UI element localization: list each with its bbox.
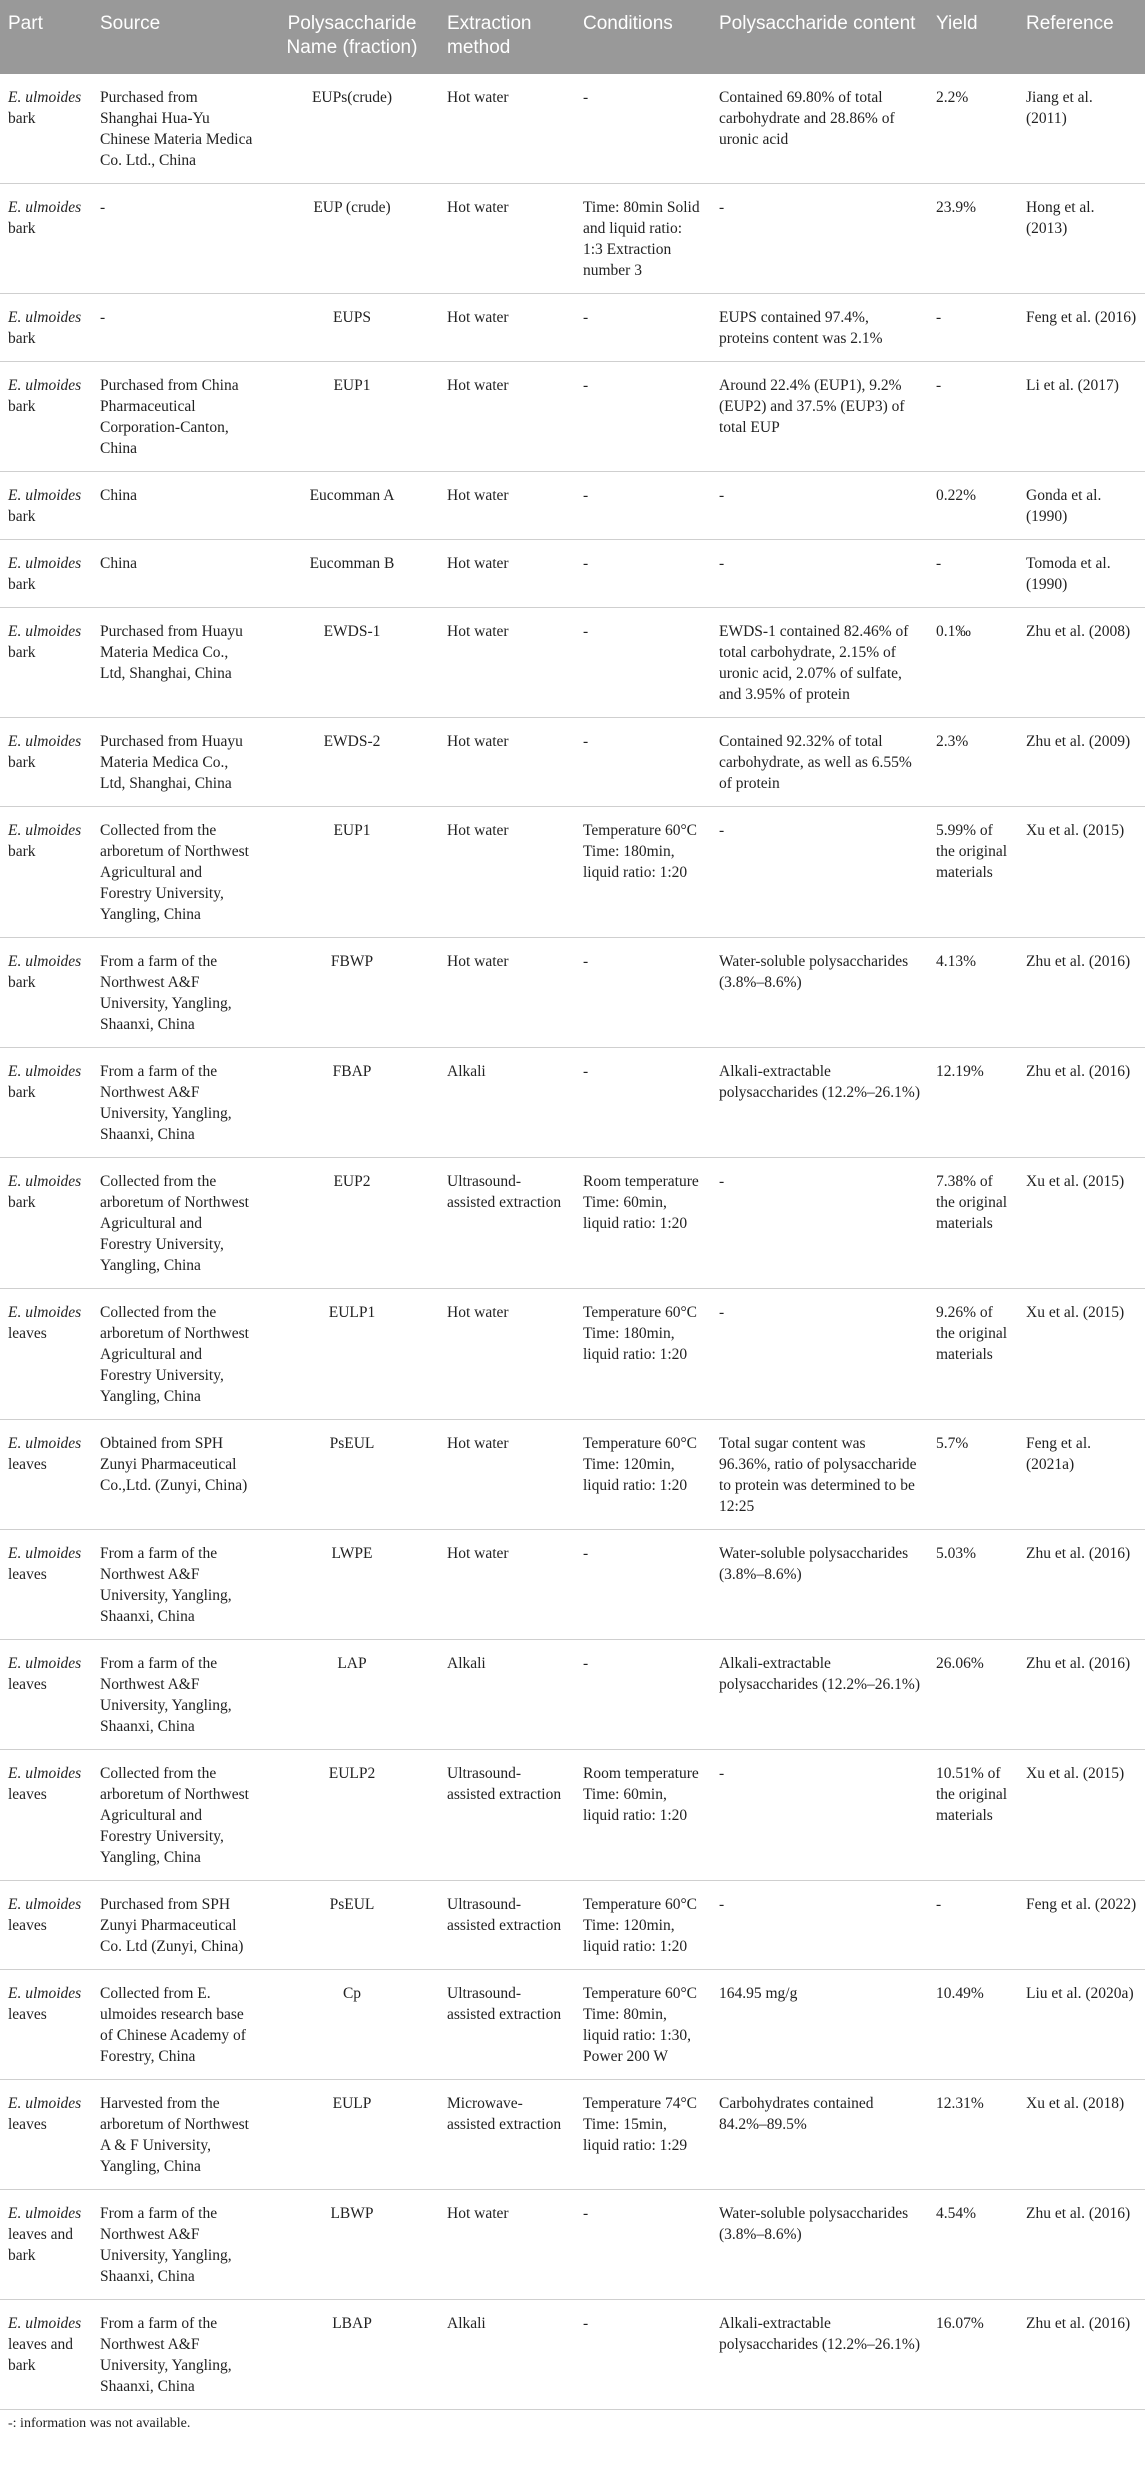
cell-part-organ: bark [8, 110, 36, 127]
cell-conditions: - [575, 1530, 711, 1640]
cell-part [0, 718, 92, 807]
cell-conditions: - [575, 718, 711, 807]
cell-part-genus: E. ulmoides [8, 1655, 82, 1672]
cell-part-organ: bark [8, 974, 36, 991]
cell-polysaccharide-name: EUPS [265, 294, 439, 362]
cell-part-organ: bark [8, 576, 36, 593]
cell-polysaccharide-name: Cp [265, 1970, 439, 2080]
cell-extraction-method: Hot water [439, 938, 575, 1048]
cell-yield: 2.3% [928, 718, 1018, 807]
cell-yield: - [928, 294, 1018, 362]
header-polysaccharide-name: Polysaccharide Name (fraction) [265, 0, 439, 74]
cell-polysaccharide-name: EWDS-1 [265, 608, 439, 718]
cell-part-organ: bark [8, 330, 36, 347]
cell-extraction-method: Ultrasound-assisted extraction [439, 1750, 575, 1881]
table-row [0, 294, 1145, 362]
cell-polysaccharide-name: PsEUL [265, 1420, 439, 1530]
cell-polysaccharide-content: Water-soluble polysaccharides (3.8%–8.6%) [711, 2190, 928, 2300]
table-row [0, 2300, 1145, 2410]
cell-polysaccharide-name: Eucomman A [265, 472, 439, 540]
cell-polysaccharide-content: Carbohydrates contained 84.2%–89.5% [711, 2080, 928, 2190]
cell-source: From a farm of the Northwest A&F University, Yangling, Shaanxi, China [92, 2300, 265, 2410]
table-row [0, 362, 1145, 472]
cell-part-organ: bark [8, 508, 36, 525]
cell-part [0, 807, 92, 938]
cell-reference: Xu et al. (2015) [1018, 807, 1145, 938]
cell-polysaccharide-name: PsEUL [265, 1881, 439, 1970]
cell-polysaccharide-content: - [711, 540, 928, 608]
cell-part [0, 1420, 92, 1530]
cell-part [0, 2300, 92, 2410]
cell-reference: Zhu et al. (2016) [1018, 2190, 1145, 2300]
cell-polysaccharide-name: EUP1 [265, 362, 439, 472]
cell-part-genus: E. ulmoides [8, 1985, 82, 2002]
cell-extraction-method: Hot water [439, 362, 575, 472]
table-row [0, 1289, 1145, 1420]
cell-extraction-method: Microwave-assisted extraction [439, 2080, 575, 2190]
cell-source: Purchased from SPH Zunyi Pharmaceutical Co. Ltd (Zunyi, China) [92, 1881, 265, 1970]
cell-part [0, 472, 92, 540]
cell-extraction-method: Hot water [439, 718, 575, 807]
cell-source: Collected from the arboretum of Northwest Agricultural and Forestry University, Yangling, China [92, 1750, 265, 1881]
table-row [0, 718, 1145, 807]
cell-polysaccharide-name: LWPE [265, 1530, 439, 1640]
cell-polysaccharide-name: EUP2 [265, 1158, 439, 1289]
cell-extraction-method: Hot water [439, 2190, 575, 2300]
cell-extraction-method: Hot water [439, 608, 575, 718]
cell-reference: Xu et al. (2015) [1018, 1750, 1145, 1881]
cell-polysaccharide-content: Alkali-extractable polysaccharides (12.2%–26.1%) [711, 2300, 928, 2410]
cell-part-organ: leaves [8, 1786, 47, 1803]
cell-conditions: Temperature 74°C Time: 15min, liquid ratio: 1:29 [575, 2080, 711, 2190]
cell-source: Collected from E. ulmoides research base of Chinese Academy of Forestry, China [92, 1970, 265, 2080]
cell-reference: Zhu et al. (2016) [1018, 1640, 1145, 1750]
cell-part [0, 938, 92, 1048]
cell-polysaccharide-name: FBWP [265, 938, 439, 1048]
cell-reference: Feng et al. (2022) [1018, 1881, 1145, 1970]
cell-source: Collected from the arboretum of Northwest Agricultural and Forestry University, Yangling, China [92, 1158, 265, 1289]
cell-part [0, 608, 92, 718]
cell-yield: 9.26% of the original materials [928, 1289, 1018, 1420]
cell-reference: Zhu et al. (2009) [1018, 718, 1145, 807]
cell-reference: Xu et al. (2015) [1018, 1158, 1145, 1289]
cell-part-genus: E. ulmoides [8, 555, 82, 572]
cell-yield: 4.54% [928, 2190, 1018, 2300]
table-row [0, 1970, 1145, 2080]
cell-reference: Zhu et al. (2016) [1018, 1530, 1145, 1640]
cell-part-organ: bark [8, 220, 36, 237]
cell-yield: 0.1‰ [928, 608, 1018, 718]
table-row [0, 1420, 1145, 1530]
cell-conditions: - [575, 608, 711, 718]
header-extraction-method: Extraction method [439, 0, 575, 74]
cell-polysaccharide-name: EUPs(crude) [265, 74, 439, 184]
table-footnote: -: information was not available. [8, 2416, 191, 2431]
cell-extraction-method: Hot water [439, 1289, 575, 1420]
table-row [0, 1048, 1145, 1158]
cell-part-genus: E. ulmoides [8, 1896, 82, 1913]
cell-part-organ: leaves [8, 2116, 47, 2133]
cell-conditions: - [575, 938, 711, 1048]
cell-extraction-method: Hot water [439, 807, 575, 938]
cell-reference: Jiang et al. (2011) [1018, 74, 1145, 184]
header-part: Part [0, 0, 92, 74]
cell-part [0, 1158, 92, 1289]
cell-yield: 10.49% [928, 1970, 1018, 2080]
table-body [0, 74, 1145, 2410]
cell-part-genus: E. ulmoides [8, 822, 82, 839]
cell-extraction-method: Ultrasound-assisted extraction [439, 1970, 575, 2080]
cell-source: From a farm of the Northwest A&F University, Yangling, Shaanxi, China [92, 1640, 265, 1750]
cell-conditions: Temperature 60°C Time: 80min, liquid ratio: 1:30, Power 200 W [575, 1970, 711, 2080]
cell-reference: Liu et al. (2020a) [1018, 1970, 1145, 2080]
cell-part-organ: leaves [8, 2006, 47, 2023]
cell-conditions: - [575, 472, 711, 540]
cell-polysaccharide-name: EUP (crude) [265, 184, 439, 294]
table-row [0, 1750, 1145, 1881]
cell-part-genus: E. ulmoides [8, 309, 82, 326]
cell-polysaccharide-content: - [711, 807, 928, 938]
cell-source: From a farm of the Northwest A&F University, Yangling, Shaanxi, China [92, 2190, 265, 2300]
cell-conditions: - [575, 1048, 711, 1158]
cell-polysaccharide-name: FBAP [265, 1048, 439, 1158]
cell-source: Purchased from Huayu Materia Medica Co., Ltd, Shanghai, China [92, 608, 265, 718]
cell-polysaccharide-content: Around 22.4% (EUP1), 9.2% (EUP2) and 37.5% (EUP3) of total EUP [711, 362, 928, 472]
cell-reference: Zhu et al. (2008) [1018, 608, 1145, 718]
cell-source: - [92, 294, 265, 362]
cell-source: Collected from the arboretum of Northwest Agricultural and Forestry University, Yangling, China [92, 807, 265, 938]
table-row [0, 472, 1145, 540]
cell-reference: Feng et al. (2021a) [1018, 1420, 1145, 1530]
cell-extraction-method: Hot water [439, 540, 575, 608]
cell-part-genus: E. ulmoides [8, 2205, 82, 2222]
cell-part [0, 2080, 92, 2190]
cell-part [0, 74, 92, 184]
cell-part-genus: E. ulmoides [8, 1304, 82, 1321]
table-row [0, 1640, 1145, 1750]
header-yield: Yield [928, 0, 1018, 74]
cell-extraction-method: Hot water [439, 184, 575, 294]
cell-part [0, 1970, 92, 2080]
cell-yield: 5.7% [928, 1420, 1018, 1530]
cell-source: From a farm of the Northwest A&F University, Yangling, Shaanxi, China [92, 1530, 265, 1640]
cell-source: From a farm of the Northwest A&F University, Yangling, Shaanxi, China [92, 938, 265, 1048]
cell-polysaccharide-name: LAP [265, 1640, 439, 1750]
header-source: Source [92, 0, 265, 74]
cell-extraction-method: Hot water [439, 74, 575, 184]
cell-polysaccharide-content: EUPS contained 97.4%, proteins content was 2.1% [711, 294, 928, 362]
cell-conditions: Temperature 60°C Time: 120min, liquid ratio: 1:20 [575, 1420, 711, 1530]
cell-conditions: Time: 80min Solid and liquid ratio: 1:3 Extraction number 3 [575, 184, 711, 294]
cell-source: - [92, 184, 265, 294]
cell-part-genus: E. ulmoides [8, 487, 82, 504]
cell-source: Purchased from Huayu Materia Medica Co., Ltd, Shanghai, China [92, 718, 265, 807]
cell-conditions: - [575, 2190, 711, 2300]
cell-part-genus: E. ulmoides [8, 1173, 82, 1190]
cell-part-organ: bark [8, 644, 36, 661]
header-polysaccharide-content: Polysaccharide content [711, 0, 928, 74]
cell-extraction-method: Ultrasound-assisted extraction [439, 1158, 575, 1289]
cell-reference: Xu et al. (2018) [1018, 2080, 1145, 2190]
cell-reference: Zhu et al. (2016) [1018, 2300, 1145, 2410]
cell-yield: 7.38% of the original materials [928, 1158, 1018, 1289]
cell-yield: 26.06% [928, 1640, 1018, 1750]
cell-reference: Tomoda et al. (1990) [1018, 540, 1145, 608]
table-row [0, 807, 1145, 938]
cell-polysaccharide-content: - [711, 1158, 928, 1289]
cell-part [0, 1530, 92, 1640]
cell-part-genus: E. ulmoides [8, 1765, 82, 1782]
cell-polysaccharide-content: Alkali-extractable polysaccharides (12.2%–26.1%) [711, 1048, 928, 1158]
cell-yield: 23.9% [928, 184, 1018, 294]
cell-conditions: Room temperature Time: 60min, liquid ratio: 1:20 [575, 1158, 711, 1289]
cell-part-genus: E. ulmoides [8, 733, 82, 750]
cell-source: Harvested from the arboretum of Northwest A & F University, Yangling, China [92, 2080, 265, 2190]
header-reference: Reference [1018, 0, 1145, 74]
cell-part [0, 362, 92, 472]
cell-extraction-method: Alkali [439, 1640, 575, 1750]
cell-polysaccharide-name: Eucomman B [265, 540, 439, 608]
table-row [0, 540, 1145, 608]
cell-part [0, 1750, 92, 1881]
cell-part [0, 2190, 92, 2300]
cell-part-genus: E. ulmoides [8, 1063, 82, 1080]
cell-yield: 16.07% [928, 2300, 1018, 2410]
table-row [0, 1158, 1145, 1289]
cell-source: China [92, 472, 265, 540]
cell-part-genus: E. ulmoides [8, 377, 82, 394]
cell-yield: - [928, 362, 1018, 472]
cell-part-organ: leaves [8, 1456, 47, 1473]
cell-yield: 0.22% [928, 472, 1018, 540]
cell-part-organ: bark [8, 1084, 36, 1101]
cell-part [0, 1289, 92, 1420]
cell-polysaccharide-content: Alkali-extractable polysaccharides (12.2%–26.1%) [711, 1640, 928, 1750]
cell-yield: 5.03% [928, 1530, 1018, 1640]
cell-part-organ: leaves [8, 1325, 47, 1342]
cell-yield: 2.2% [928, 74, 1018, 184]
cell-polysaccharide-content: - [711, 184, 928, 294]
cell-part-organ: leaves and bark [8, 2226, 73, 2264]
cell-reference: Li et al. (2017) [1018, 362, 1145, 472]
cell-source: Purchased from Shanghai Hua-Yu Chinese Materia Medica Co. Ltd., China [92, 74, 265, 184]
cell-source: Obtained from SPH Zunyi Pharmaceutical Co.,Ltd. (Zunyi, China) [92, 1420, 265, 1530]
cell-conditions: - [575, 2300, 711, 2410]
cell-part-genus: E. ulmoides [8, 2095, 82, 2112]
cell-part [0, 184, 92, 294]
cell-part [0, 1640, 92, 1750]
cell-conditions: Temperature 60°C Time: 120min, liquid ratio: 1:20 [575, 1881, 711, 1970]
table-header-row [0, 0, 1145, 74]
cell-part-organ: leaves [8, 1566, 47, 1583]
cell-part-organ: bark [8, 1194, 36, 1211]
cell-part [0, 1048, 92, 1158]
cell-polysaccharide-content: - [711, 1750, 928, 1881]
table-row [0, 938, 1145, 1048]
cell-extraction-method: Ultrasound-assisted extraction [439, 1881, 575, 1970]
cell-part-genus: E. ulmoides [8, 89, 82, 106]
cell-polysaccharide-content: - [711, 1289, 928, 1420]
cell-polysaccharide-content: Total sugar content was 96.36%, ratio of polysaccharide to protein was determined to be 12:25 [711, 1420, 928, 1530]
cell-part-genus: E. ulmoides [8, 953, 82, 970]
cell-polysaccharide-content: - [711, 1881, 928, 1970]
cell-conditions: - [575, 540, 711, 608]
cell-extraction-method: Hot water [439, 294, 575, 362]
table-row [0, 2190, 1145, 2300]
cell-part-organ: bark [8, 843, 36, 860]
cell-source: Purchased from China Pharmaceutical Corporation-Canton, China [92, 362, 265, 472]
cell-reference: Hong et al. (2013) [1018, 184, 1145, 294]
cell-conditions: - [575, 74, 711, 184]
cell-extraction-method: Alkali [439, 1048, 575, 1158]
cell-polysaccharide-content: EWDS-1 contained 82.46% of total carbohydrate, 2.15% of uronic acid, 2.07% of sulfate, and 3.95% of protein [711, 608, 928, 718]
cell-conditions: - [575, 294, 711, 362]
table-row [0, 2080, 1145, 2190]
cell-part-organ: leaves [8, 1676, 47, 1693]
cell-yield: - [928, 1881, 1018, 1970]
cell-reference: Xu et al. (2015) [1018, 1289, 1145, 1420]
cell-polysaccharide-name: EULP1 [265, 1289, 439, 1420]
cell-polysaccharide-name: EULP2 [265, 1750, 439, 1881]
cell-yield: - [928, 540, 1018, 608]
table-row [0, 74, 1145, 184]
cell-yield: 5.99% of the original materials [928, 807, 1018, 938]
cell-conditions: - [575, 1640, 711, 1750]
cell-polysaccharide-content: Contained 69.80% of total carbohydrate and 28.86% of uronic acid [711, 74, 928, 184]
cell-polysaccharide-name: EUP1 [265, 807, 439, 938]
cell-conditions: Temperature 60°C Time: 180min, liquid ratio: 1:20 [575, 807, 711, 938]
table-row [0, 1530, 1145, 1640]
cell-polysaccharide-content: 164.95 mg/g [711, 1970, 928, 2080]
cell-yield: 4.13% [928, 938, 1018, 1048]
cell-yield: 10.51% of the original materials [928, 1750, 1018, 1881]
cell-extraction-method: Hot water [439, 1530, 575, 1640]
cell-polysaccharide-name: EWDS-2 [265, 718, 439, 807]
header-conditions: Conditions [575, 0, 711, 74]
cell-reference: Feng et al. (2016) [1018, 294, 1145, 362]
table-row [0, 184, 1145, 294]
cell-polysaccharide-content: - [711, 472, 928, 540]
cell-extraction-method: Alkali [439, 2300, 575, 2410]
cell-part [0, 1881, 92, 1970]
cell-polysaccharide-name: EULP [265, 2080, 439, 2190]
cell-part-genus: E. ulmoides [8, 1435, 82, 1452]
cell-reference: Zhu et al. (2016) [1018, 938, 1145, 1048]
cell-source: From a farm of the Northwest A&F University, Yangling, Shaanxi, China [92, 1048, 265, 1158]
cell-reference: Gonda et al. (1990) [1018, 472, 1145, 540]
cell-extraction-method: Hot water [439, 1420, 575, 1530]
cell-part-genus: E. ulmoides [8, 199, 82, 216]
cell-source: China [92, 540, 265, 608]
cell-extraction-method: Hot water [439, 472, 575, 540]
cell-conditions: Temperature 60°C Time: 180min, liquid ratio: 1:20 [575, 1289, 711, 1420]
cell-polysaccharide-name: LBWP [265, 2190, 439, 2300]
cell-polysaccharide-name: LBAP [265, 2300, 439, 2410]
cell-polysaccharide-content: Contained 92.32% of total carbohydrate, as well as 6.55% of protein [711, 718, 928, 807]
cell-part-genus: E. ulmoides [8, 1545, 82, 1562]
cell-yield: 12.19% [928, 1048, 1018, 1158]
cell-conditions: - [575, 362, 711, 472]
cell-part-genus: E. ulmoides [8, 2315, 82, 2332]
table-row [0, 608, 1145, 718]
cell-part [0, 540, 92, 608]
cell-polysaccharide-content: Water-soluble polysaccharides (3.8%–8.6%) [711, 938, 928, 1048]
table-row [0, 1881, 1145, 1970]
cell-part-organ: leaves and bark [8, 2336, 73, 2374]
cell-part-organ: bark [8, 398, 36, 415]
cell-polysaccharide-content: Water-soluble polysaccharides (3.8%–8.6%) [711, 1530, 928, 1640]
cell-part-organ: bark [8, 754, 36, 771]
cell-reference: Zhu et al. (2016) [1018, 1048, 1145, 1158]
cell-conditions: Room temperature Time: 60min, liquid ratio: 1:20 [575, 1750, 711, 1881]
cell-part-genus: E. ulmoides [8, 623, 82, 640]
cell-part [0, 294, 92, 362]
cell-source: Collected from the arboretum of Northwest Agricultural and Forestry University, Yangling, China [92, 1289, 265, 1420]
cell-part-organ: leaves [8, 1917, 47, 1934]
cell-yield: 12.31% [928, 2080, 1018, 2190]
